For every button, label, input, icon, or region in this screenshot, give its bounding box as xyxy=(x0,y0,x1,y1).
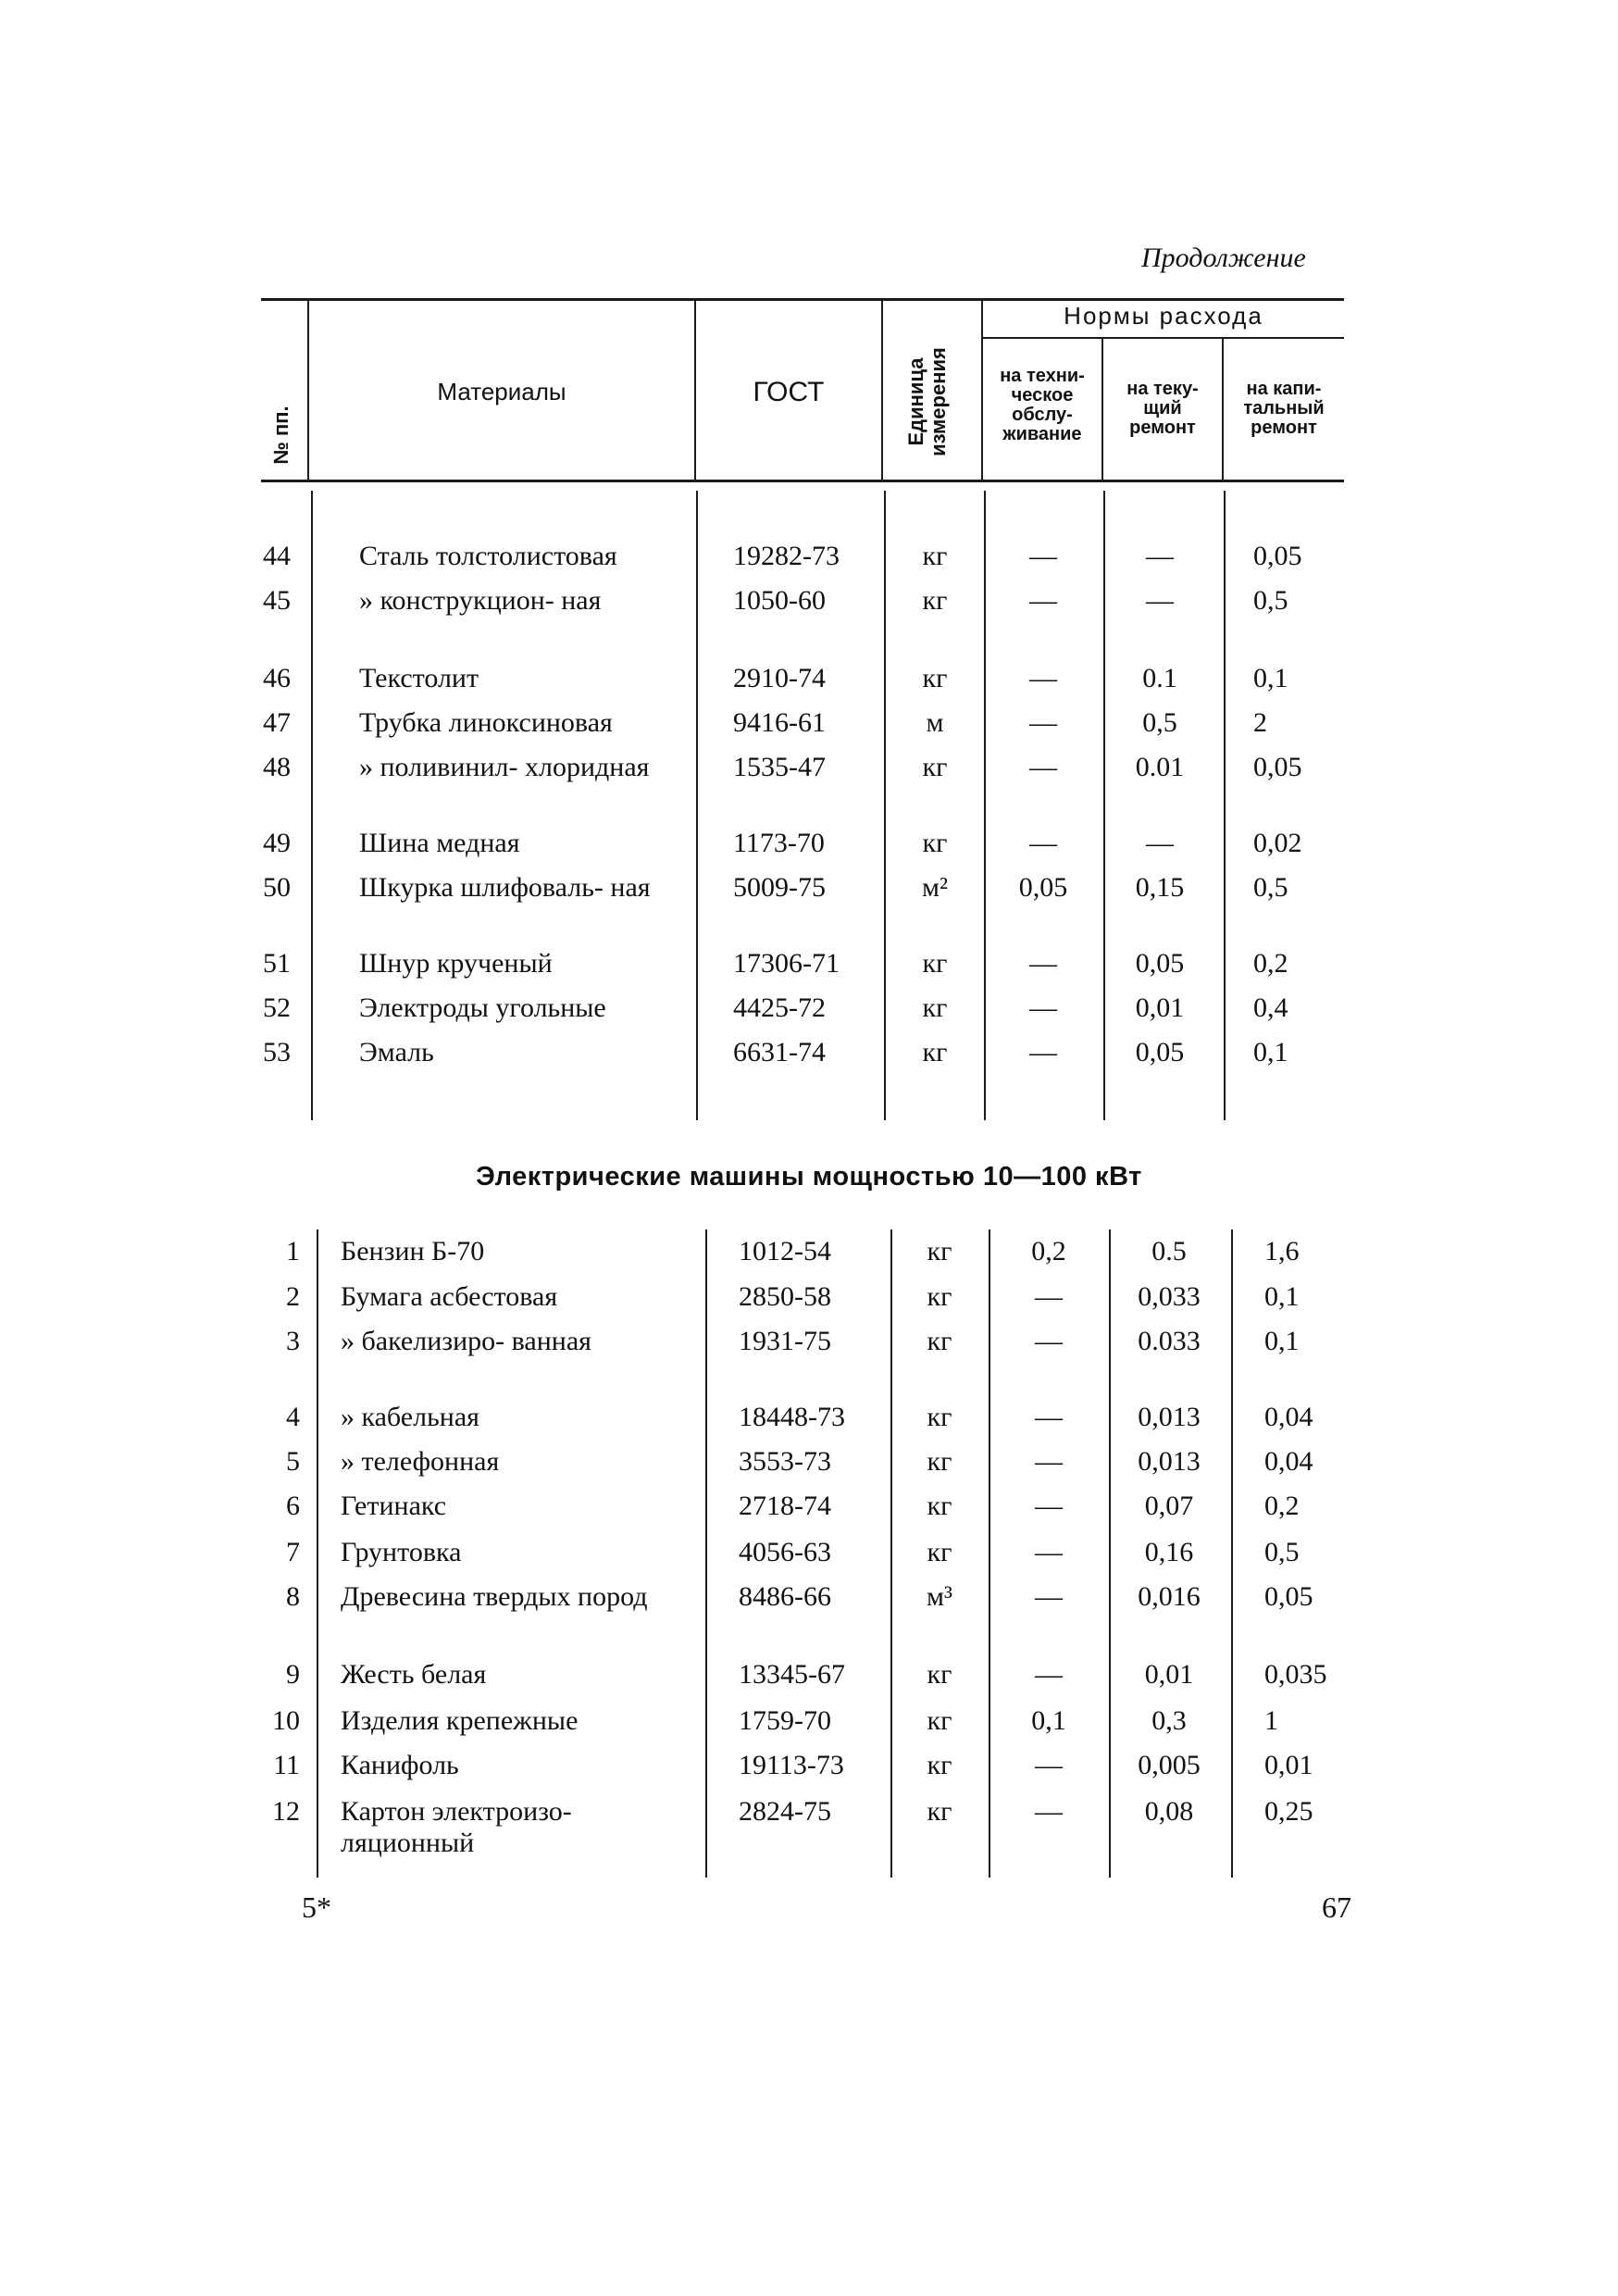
norm-capital-repair: 1 xyxy=(1264,1705,1278,1736)
norm-current-repair: 0,05 xyxy=(1135,1037,1185,1067)
unit: кг xyxy=(927,1659,952,1690)
gost-code: 1535-47 xyxy=(733,752,826,782)
norm-current-repair: 0,08 xyxy=(1144,1796,1194,1827)
material-name: Трубка линоксиновая xyxy=(359,707,613,738)
norm-maintenance: — xyxy=(1035,1326,1063,1356)
table1-divider xyxy=(1103,491,1105,1120)
norm-maintenance: — xyxy=(1029,992,1057,1023)
row-number: 53 xyxy=(263,1037,291,1067)
norm-capital-repair: 0,01 xyxy=(1264,1750,1313,1780)
norm-maintenance: — xyxy=(1035,1491,1063,1521)
norm-maintenance: — xyxy=(1029,948,1057,979)
norm-current-repair: 0,013 xyxy=(1138,1402,1201,1432)
unit: кг xyxy=(927,1491,952,1521)
unit: кг xyxy=(922,992,948,1023)
norm-capital-repair: 0,1 xyxy=(1253,663,1288,693)
row-number: 47 xyxy=(263,707,291,738)
norm-maintenance: — xyxy=(1035,1581,1063,1612)
norm-current-repair: 0.1 xyxy=(1142,663,1177,693)
gost-code: 18448-73 xyxy=(739,1402,845,1432)
material-name: Шкурка шлифоваль- ная xyxy=(359,872,651,903)
norm-current-repair: 0,05 xyxy=(1135,948,1185,979)
gost-code: 5009-75 xyxy=(733,872,826,903)
norm-maintenance: — xyxy=(1029,585,1057,616)
page-number: 67 xyxy=(1322,1890,1351,1924)
norm-current-repair: 0,01 xyxy=(1144,1659,1194,1690)
table1-divider xyxy=(311,491,313,1120)
material-name: Древесина твердых пород xyxy=(341,1581,648,1612)
unit: м³ xyxy=(927,1581,952,1612)
material-name: » телефонная xyxy=(341,1446,500,1477)
row-number: 50 xyxy=(263,872,291,903)
material-name: Грунтовка xyxy=(341,1537,462,1567)
norm-maintenance: — xyxy=(1029,707,1057,738)
norm-capital-repair: 0,2 xyxy=(1264,1491,1300,1521)
norm-capital-repair: 0,04 xyxy=(1264,1402,1313,1432)
norm-current-repair: 0.5 xyxy=(1151,1236,1187,1267)
material-name: Текстолит xyxy=(359,663,479,693)
unit: кг xyxy=(927,1402,952,1432)
table2-divider xyxy=(317,1229,318,1878)
norm-capital-repair: 0,1 xyxy=(1253,1037,1288,1067)
header-gost: ГОСТ xyxy=(753,377,825,407)
row-number: 12 xyxy=(272,1796,300,1827)
row-number: 48 xyxy=(263,752,291,782)
table1-divider xyxy=(696,491,698,1120)
header-norms: Нормы расхода xyxy=(1064,302,1263,330)
table2-divider xyxy=(989,1229,990,1878)
material-name: Картон электроизо- ляционный xyxy=(341,1796,572,1858)
unit: м xyxy=(926,707,944,738)
header-num: № пп. xyxy=(269,406,292,465)
gost-code: 1931-75 xyxy=(739,1326,831,1356)
row-number: 8 xyxy=(286,1581,300,1612)
material-name: » бакелизиро- ванная xyxy=(341,1326,591,1356)
norm-capital-repair: 0,1 xyxy=(1264,1281,1300,1312)
gost-code: 19113-73 xyxy=(739,1750,844,1780)
norm-capital-repair: 0,04 xyxy=(1264,1446,1313,1477)
norm-maintenance: 0,1 xyxy=(1031,1705,1066,1736)
row-number: 10 xyxy=(272,1705,300,1736)
norm-current-repair: 0,01 xyxy=(1135,992,1185,1023)
gost-code: 6631-74 xyxy=(733,1037,826,1067)
norm-maintenance: — xyxy=(1035,1659,1063,1690)
row-number: 1 xyxy=(286,1236,300,1267)
table1-divider xyxy=(984,491,986,1120)
material-name: Сталь толстолистовая xyxy=(359,541,617,571)
norm-maintenance: — xyxy=(1035,1750,1063,1780)
material-name: » конструкцион- ная xyxy=(359,585,602,616)
norm-capital-repair: 0,25 xyxy=(1264,1796,1313,1827)
norm-current-repair: 0,07 xyxy=(1144,1491,1194,1521)
unit: кг xyxy=(927,1750,952,1780)
material-name: » поливинил- хлоридная xyxy=(359,752,650,782)
norm-maintenance: — xyxy=(1035,1446,1063,1477)
norm-maintenance: — xyxy=(1029,752,1057,782)
norm-current-repair: 0,005 xyxy=(1138,1750,1201,1780)
row-number: 9 xyxy=(286,1659,300,1690)
unit: кг xyxy=(922,752,948,782)
norm-current-repair: 0.01 xyxy=(1135,752,1185,782)
row-number: 45 xyxy=(263,585,291,616)
section-title: Электрические машины мощностью 10—100 кВт xyxy=(476,1162,1142,1192)
gost-code: 2718-74 xyxy=(739,1491,831,1521)
table2-divider xyxy=(1231,1229,1233,1878)
unit: кг xyxy=(927,1281,952,1312)
norm-maintenance: 0,2 xyxy=(1031,1236,1066,1267)
header-divider xyxy=(881,298,883,480)
norm-maintenance: — xyxy=(1035,1402,1063,1432)
footer-mark: 5* xyxy=(302,1890,331,1924)
material-name: Гетинакс xyxy=(341,1491,447,1521)
table1-divider xyxy=(1224,491,1226,1120)
gost-code: 13345-67 xyxy=(739,1659,845,1690)
unit: кг xyxy=(922,948,948,979)
header-norm-kr: на капи- тальный ремонт xyxy=(1243,379,1325,438)
gost-code: 1173-70 xyxy=(733,828,825,858)
norm-current-repair: 0,3 xyxy=(1151,1705,1187,1736)
continuation-label: Продолжение xyxy=(1141,243,1306,273)
norm-capital-repair: 0,2 xyxy=(1253,948,1288,979)
row-number: 51 xyxy=(263,948,291,979)
norm-capital-repair: 2 xyxy=(1253,707,1267,738)
material-name: Изделия крепежные xyxy=(341,1705,579,1736)
unit: кг xyxy=(927,1796,952,1827)
row-number: 52 xyxy=(263,992,291,1023)
norm-maintenance: — xyxy=(1029,1037,1057,1067)
material-name: Бумага асбестовая xyxy=(341,1281,558,1312)
row-number: 49 xyxy=(263,828,291,858)
header-materials: Материалы xyxy=(437,378,566,406)
norm-current-repair: — xyxy=(1146,541,1174,571)
gost-code: 3553-73 xyxy=(739,1446,831,1477)
norm-maintenance: — xyxy=(1035,1537,1063,1567)
gost-code: 9416-61 xyxy=(733,707,826,738)
gost-code: 1050-60 xyxy=(733,585,826,616)
norm-maintenance: — xyxy=(1029,541,1057,571)
table1-divider xyxy=(884,491,886,1120)
material-name: Бензин Б-70 xyxy=(341,1236,485,1267)
header-norms-rule xyxy=(981,337,1344,339)
norm-maintenance: — xyxy=(1029,663,1057,693)
unit: кг xyxy=(927,1236,952,1267)
norm-maintenance: — xyxy=(1029,828,1057,858)
header-top-rule xyxy=(261,298,1344,301)
norm-capital-repair: 0,05 xyxy=(1264,1581,1313,1612)
norm-capital-repair: 0,4 xyxy=(1253,992,1288,1023)
unit: кг xyxy=(922,541,948,571)
material-name: » кабельная xyxy=(341,1402,479,1432)
gost-code: 17306-71 xyxy=(733,948,840,979)
row-number: 4 xyxy=(286,1402,300,1432)
unit: кг xyxy=(922,585,948,616)
gost-code: 4425-72 xyxy=(733,992,826,1023)
norm-capital-repair: 0,5 xyxy=(1253,585,1288,616)
unit: кг xyxy=(922,663,948,693)
row-number: 3 xyxy=(286,1326,300,1356)
unit: кг xyxy=(922,1037,948,1067)
header-bottom-rule xyxy=(261,480,1344,482)
header-norm-to: на техни- ческое обслу- живание xyxy=(1000,366,1085,444)
row-number: 7 xyxy=(286,1537,300,1567)
gost-code: 19282-73 xyxy=(733,541,840,571)
table2-divider xyxy=(705,1229,707,1878)
unit: кг xyxy=(927,1446,952,1477)
header-norm-tr: на теку- щий ремонт xyxy=(1126,379,1199,438)
norm-maintenance: — xyxy=(1035,1796,1063,1827)
norm-current-repair: 0,15 xyxy=(1135,872,1185,903)
norm-capital-repair: 1,6 xyxy=(1264,1236,1300,1267)
unit: кг xyxy=(927,1705,952,1736)
norm-capital-repair: 0,035 xyxy=(1264,1659,1327,1690)
gost-code: 1759-70 xyxy=(739,1705,831,1736)
row-number: 46 xyxy=(263,663,291,693)
material-name: Канифоль xyxy=(341,1750,459,1780)
table2-divider xyxy=(890,1229,892,1878)
norm-capital-repair: 0,05 xyxy=(1253,752,1302,782)
gost-code: 2824-75 xyxy=(739,1796,831,1827)
unit: кг xyxy=(927,1326,952,1356)
norm-current-repair: — xyxy=(1146,828,1174,858)
unit: кг xyxy=(922,828,948,858)
gost-code: 1012-54 xyxy=(739,1236,831,1267)
norm-capital-repair: 0,1 xyxy=(1264,1326,1300,1356)
row-number: 6 xyxy=(286,1491,300,1521)
gost-code: 2850-58 xyxy=(739,1281,831,1312)
material-name: Эмаль xyxy=(359,1037,434,1067)
norm-maintenance: 0,05 xyxy=(1018,872,1068,903)
norm-current-repair: 0.033 xyxy=(1138,1326,1201,1356)
norm-current-repair: 0,5 xyxy=(1142,707,1177,738)
gost-code: 2910-74 xyxy=(733,663,826,693)
row-number: 5 xyxy=(286,1446,300,1477)
norm-current-repair: — xyxy=(1146,585,1174,616)
norm-current-repair: 0,16 xyxy=(1144,1537,1194,1567)
material-name: Шнур крученый xyxy=(359,948,553,979)
norm-capital-repair: 0,5 xyxy=(1253,872,1288,903)
row-number: 44 xyxy=(263,541,291,571)
norm-capital-repair: 0,02 xyxy=(1253,828,1302,858)
material-name: Жесть белая xyxy=(341,1659,487,1690)
unit: м² xyxy=(922,872,948,903)
gost-code: 8486-66 xyxy=(739,1581,831,1612)
table2-divider xyxy=(1109,1229,1111,1878)
norm-current-repair: 0,016 xyxy=(1138,1581,1201,1612)
material-name: Шина медная xyxy=(359,828,520,858)
norm-capital-repair: 0,5 xyxy=(1264,1537,1300,1567)
unit: кг xyxy=(927,1537,952,1567)
norm-capital-repair: 0,05 xyxy=(1253,541,1302,571)
gost-code: 4056-63 xyxy=(739,1537,831,1567)
norm-maintenance: — xyxy=(1035,1281,1063,1312)
material-name: Электроды угольные xyxy=(359,992,606,1023)
header-unit: Единица измерения xyxy=(904,347,951,456)
norm-current-repair: 0,033 xyxy=(1138,1281,1201,1312)
norm-current-repair: 0,013 xyxy=(1138,1446,1201,1477)
row-number: 2 xyxy=(286,1281,300,1312)
row-number: 11 xyxy=(273,1750,300,1780)
